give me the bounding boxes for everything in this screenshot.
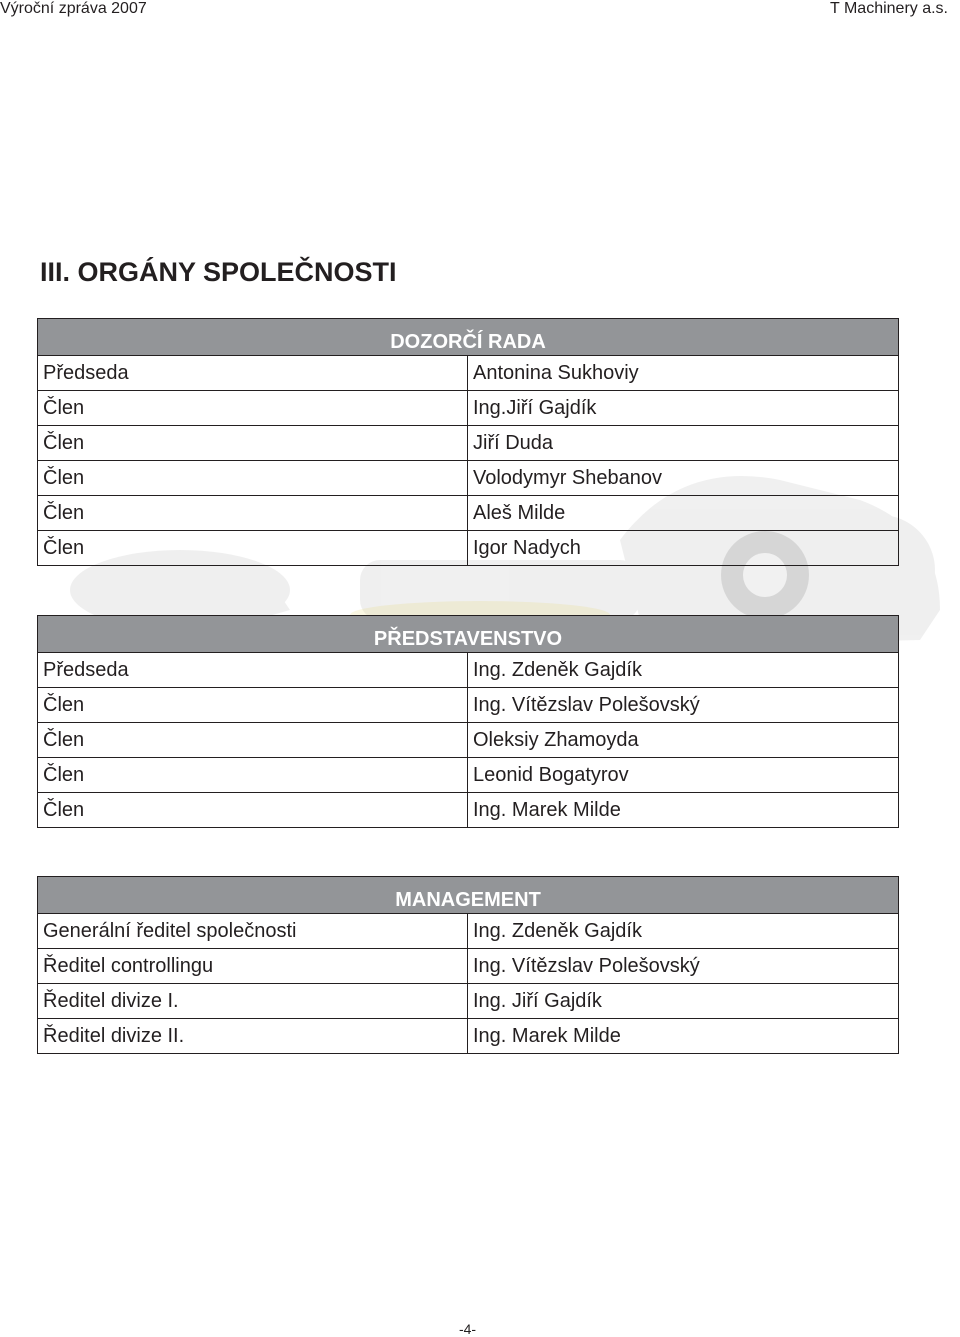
table-row [38,758,899,793]
name-cell: Oleksiy Zhamoyda [468,723,899,758]
name-cell: Ing. Zdeněk Gajdík [468,653,899,688]
name-cell: Leonid Bogatyrov [468,758,899,793]
name-cell: Aleš Milde [468,496,899,531]
table-row [38,949,899,984]
role-cell: Člen [38,793,468,828]
name-cell: Volodymyr Shebanov [468,461,899,496]
role-cell: Člen [38,723,468,758]
table-row [38,984,899,1019]
table-row [38,426,899,461]
role-cell: Člen [38,758,468,793]
role-cell: Člen [38,496,468,531]
table-row [38,914,899,949]
name-cell: Antonina Sukhoviy [468,356,899,391]
table-row [38,653,899,688]
role-cell: Předseda [38,356,468,391]
name-cell: Ing. Vítězslav Polešovský [468,949,899,984]
report-title: Výroční zpráva 2007 [0,0,147,17]
table-row [38,723,899,758]
name-cell: Ing. Jiří Gajdík [468,984,899,1019]
role-cell: Člen [38,426,468,461]
role-cell: Člen [38,391,468,426]
management-heading: MANAGEMENT [38,877,899,914]
name-cell: Ing. Vítězslav Polešovský [468,688,899,723]
page-number: -4- [458,1321,477,1337]
board-of-directors-table [37,615,899,828]
table-row [38,793,899,828]
table-row [38,391,899,426]
name-cell: Ing.Jiří Gajdík [468,391,899,426]
table-row [38,1019,899,1054]
name-cell: Jiří Duda [468,426,899,461]
role-cell: Generální ředitel společnosti [38,914,468,949]
role-cell: Ředitel divize I. [38,984,468,1019]
table-row [38,531,899,566]
board-of-directors-heading: PŘEDSTAVENSTVO [38,616,899,653]
supervisory-board-table [37,318,899,566]
name-cell: Ing. Zdeněk Gajdík [468,914,899,949]
role-cell: Předseda [38,653,468,688]
name-cell: Ing. Marek Milde [468,793,899,828]
name-cell: Ing. Marek Milde [468,1019,899,1054]
role-cell: Ředitel divize II. [38,1019,468,1054]
supervisory-board-heading: DOZORČÍ RADA [38,319,899,356]
role-cell: Člen [38,688,468,723]
table-row [38,688,899,723]
role-cell: Člen [38,531,468,566]
name-cell: Igor Nadych [468,531,899,566]
table-row [38,461,899,496]
role-cell: Ředitel controllingu [38,949,468,984]
table-row [38,356,899,391]
table-row [38,496,899,531]
management-table [37,876,899,1054]
company-name: T Machinery a.s. [830,0,948,17]
section-title: III. ORGÁNY SPOLEČNOSTI [40,257,397,287]
role-cell: Člen [38,461,468,496]
